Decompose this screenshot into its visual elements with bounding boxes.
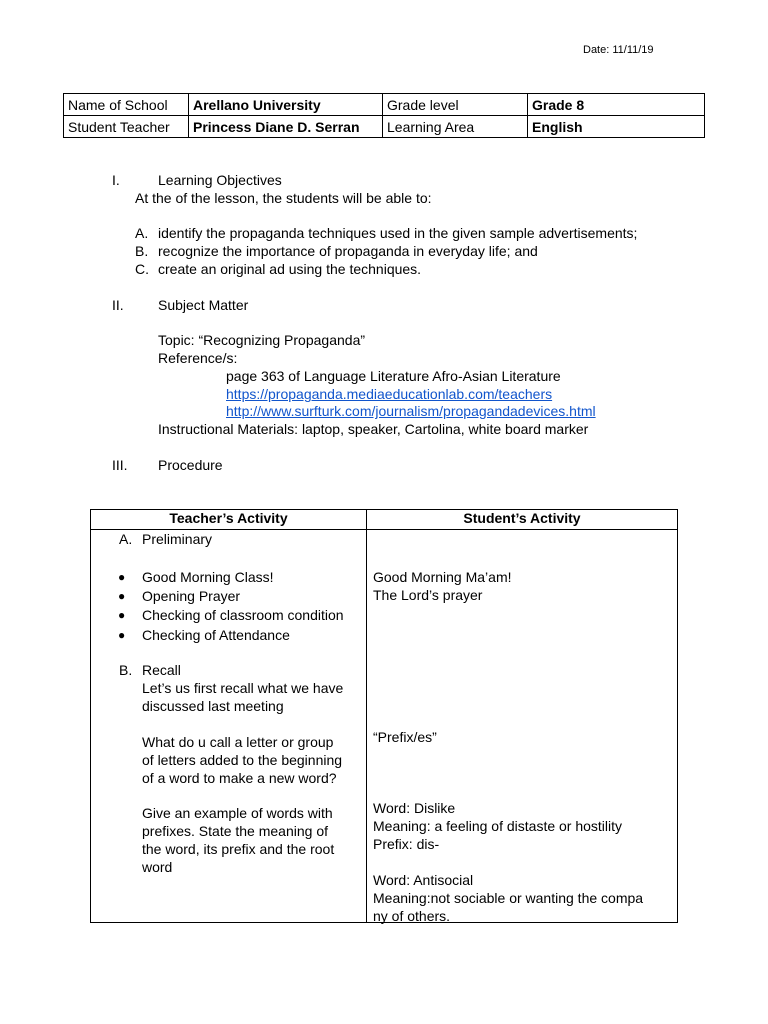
example-2-meaning-1: Meaning:not sociable or wanting the compa [373,890,644,906]
question-2-line-4: word [142,859,173,875]
recall-line-2: discussed last meeting [142,698,284,714]
instructional-materials: Instructional Materials: laptop, speaker, Cartolina, white board marker [158,421,589,437]
question-1-line-3: of a word to make a new word? [142,770,337,786]
objective-c: create an original ad using the techniques. [158,261,422,277]
reference-link-2[interactable]: http://www.surfturk.com/journalism/propagandadevices.html [226,403,596,419]
question-1-line-1: What do u call a letter or group [142,734,334,750]
recall-title: Recall [142,662,181,678]
section-3-number: III. [112,457,128,473]
info-table [63,93,705,138]
area-label: Learning Area [383,116,528,138]
bullet-icon: ● [118,628,126,642]
reference-link-1[interactable]: https://propaganda.mediaeducationlab.com/teachers [226,386,553,402]
objective-b-mark: B. [135,243,149,259]
recall-mark: B. [119,662,133,678]
section-2-title: Subject Matter [158,297,249,313]
example-1-prefix: Prefix: dis- [373,836,440,852]
bullet-icon: ● [118,608,126,622]
student-answer-1: “Prefix/es” [373,729,437,745]
recall-line-1: Let’s us first recall what we have [142,680,344,696]
teacher-value: Princess Diane D. Serran [189,116,383,138]
grade-value: Grade 8 [528,94,705,116]
date-label: Date: 11/11/19 [583,44,654,56]
bullet-icon: ● [118,589,126,603]
references-label: Reference/s: [158,350,238,366]
example-2-word: Word: Antisocial [373,872,474,888]
section-2-number: II. [112,297,124,313]
preliminary-title: Preliminary [142,531,213,547]
example-1-meaning: Meaning: a feeling of distaste or hostility [373,818,623,834]
prelim-item-4: Checking of Attendance [142,627,290,643]
reference-book: page 363 of Language Literature Afro-Asian Literature [226,368,561,384]
objectives-intro: At the of the lesson, the students will be able to: [135,190,432,206]
grade-label: Grade level [383,94,528,116]
prelim-item-1: Good Morning Class! [142,569,274,585]
section-3-title: Procedure [158,457,223,473]
student-prayer: The Lord’s prayer [373,587,483,603]
question-2-line-3: the word, its prefix and the root [142,841,335,857]
example-2-meaning-2: ny of others. [373,908,451,924]
teacher-label: Student Teacher [64,116,189,138]
preliminary-mark: A. [119,531,133,547]
prelim-item-3: Checking of classroom condition [142,607,344,623]
topic: Topic: “Recognizing Propaganda” [158,332,366,348]
question-2-line-1: Give an example of words with [142,805,333,821]
question-1-line-2: of letters added to the beginning [142,752,343,768]
school-label: Name of School [64,94,189,116]
objective-a: identify the propaganda techniques used in the given sample advertisements; [158,225,638,241]
school-value: Arellano University [189,94,383,116]
objective-a-mark: A. [135,225,149,241]
teacher-activity-cell [91,530,367,923]
objective-c-mark: C. [135,261,149,277]
section-1-title: Learning Objectives [158,172,282,188]
example-1-word: Word: Dislike [373,800,456,816]
student-greeting: Good Morning Ma’am! [373,569,512,585]
objective-b: recognize the importance of propaganda in everyday life; and [158,243,538,259]
prelim-item-2: Opening Prayer [142,588,241,604]
teacher-activity-header: Teacher’s Activity [91,510,367,530]
question-2-line-2: prefixes. State the meaning of [142,823,328,839]
student-activity-header: Student’s Activity [367,510,678,530]
procedure-table [90,509,678,923]
bullet-icon: ● [118,570,126,584]
area-value: English [528,116,705,138]
student-activity-cell [367,530,678,923]
section-1-number: I. [112,172,120,188]
